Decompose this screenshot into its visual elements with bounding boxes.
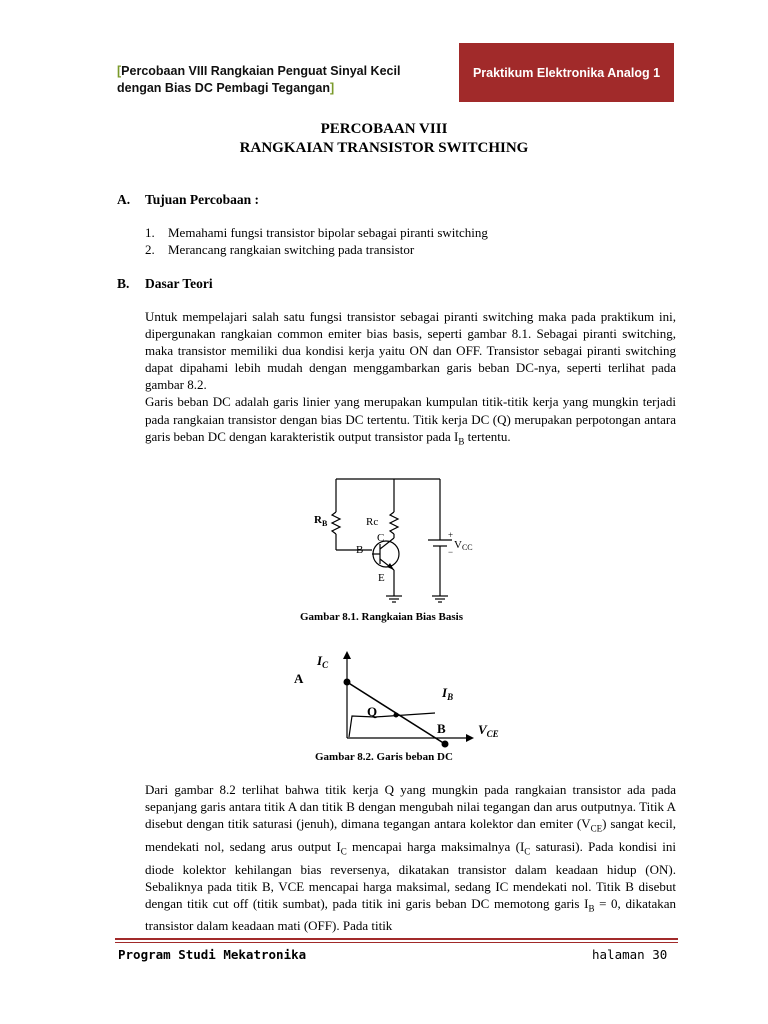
subscript: B xyxy=(458,436,465,447)
label-b-point: B xyxy=(437,721,446,736)
bracket-close: ] xyxy=(330,81,335,95)
theory-paragraph-1: Untuk mempelajari salah satu fungsi transistor sebagai piranti switching maka pada praktikum ini, dipergunakan rangkaian common emiter bias basis, seperti gambar 8.1. Sebagai piranti switching, maka transistor memiliki dua kondisi kerja yaitu ON dan OFF. Transistor sebagai piranti switching dapat dipahami lebih mudah dengan menggambarkan garis beban DC-nya, seperti terlihat pada gambar 8.2. xyxy=(145,309,676,393)
figure-1-caption: Gambar 8.1. Rangkaian Bias Basis xyxy=(300,611,464,623)
list-item-num: 2. xyxy=(145,242,155,257)
list-item: Memahami fungsi transistor bipolar sebagai piranti switching xyxy=(168,225,488,240)
paragraph-text: mencapai harga maksimalnya (I xyxy=(346,838,525,854)
section-a-marker: A. xyxy=(117,192,131,207)
header-line1: Percobaan VIII Rangkaian Penguat Sinyal Kecil xyxy=(121,64,401,78)
label-minus: − xyxy=(448,547,454,557)
paragraph-text: ) sangat kecil, mendekati nol, sedang arus output I xyxy=(145,816,676,854)
label-e: E xyxy=(378,572,385,584)
subscript: C xyxy=(524,846,531,857)
paragraph-text: Garis beban DC adalah garis linier yang merupakan kumpulan titik-titik kerja yang mungkin terjadi pada rangkaian transistor dengan bias DC tertentu. Titik kerja DC (Q) merupakan perpotongan antara garis beban DC dengan karakteristik output transistor pada I xyxy=(145,394,676,444)
figure-load-line xyxy=(285,645,515,750)
header-course-box xyxy=(459,43,674,102)
theory-paragraphs xyxy=(145,308,676,450)
section-b-heading: Dasar Teori xyxy=(145,276,213,291)
list-item: Merancang rangkaian switching pada transistor xyxy=(168,242,415,257)
list-item-num: 1. xyxy=(145,225,155,240)
header-line2: dengan Bias DC Pembagi Tegangan xyxy=(117,81,331,95)
label-q: Q xyxy=(367,704,378,719)
section-a-heading: Tujuan Percobaan : xyxy=(145,192,260,207)
subscript: CE xyxy=(590,823,603,834)
label-c: C xyxy=(377,532,385,544)
footer-program: Program Studi Mekatronika xyxy=(118,947,307,962)
label-plus: + xyxy=(448,530,454,540)
paragraph-text: Dari gambar 8.2 terlihat bahwa titik kerja Q yang mungkin pada rangkaian transistor ada pada sepanjang garis antara titik A dan titik B dengan mengubah nilai tegangan dan arus outputnya. Titik A disebut dengan titik saturasi (jenuh), dimana tegangan antara kolektor dan emiter (V xyxy=(145,782,676,832)
subscript: C xyxy=(340,846,347,857)
subscript: B xyxy=(588,903,595,914)
label-ib: $I_B$ xyxy=(442,685,454,702)
header-chapter-title xyxy=(117,63,447,97)
label-rb: $R_B$ xyxy=(314,514,328,528)
label-ic: $I_C$ xyxy=(317,653,329,670)
theory-paragraph-2 xyxy=(145,393,676,450)
label-b: B xyxy=(356,544,364,556)
label-rc: Rc xyxy=(366,516,379,528)
figure-2-caption: Gambar 8.2. Garis beban DC xyxy=(315,751,453,763)
bracket-open: [ xyxy=(117,64,122,78)
section-b-marker: B. xyxy=(117,276,130,291)
label-vce: $V_{CE}$ xyxy=(478,722,499,739)
page-title-line1: PERCOBAAN VIII xyxy=(320,121,448,137)
paragraph-text: = 0, dikatakan transistor dalam keadaan mati (OFF). Pada titik xyxy=(145,895,676,934)
footer-page-number: halaman 30 xyxy=(592,947,668,962)
page-title-line2: RANGKAIAN TRANSISTOR SWITCHING xyxy=(239,140,529,156)
paragraph-text: saturasi). Pada kondisi ini diode kolektor kehilangan bias reversenya, dikatakan transistor dalam keadaan hidup (ON). Sebaliknya pada titik B, VCE mencapai harga maksimal, sedang IC mendekati nol. Titik B disebut dengan titik cut off (titik sumbat), pada titik ini garis beban DC memotong garis I xyxy=(145,838,676,911)
label-a: A xyxy=(294,671,304,686)
header-course-label: Praktikum Elektronika Analog 1 xyxy=(472,65,661,80)
analysis-paragraph xyxy=(145,781,676,935)
label-vcc: VCC xyxy=(454,539,473,552)
footer-divider-thin xyxy=(115,942,678,943)
footer-divider xyxy=(115,938,678,940)
figure-bias-circuit xyxy=(300,470,480,610)
paragraph-text: tertentu. xyxy=(464,428,511,444)
